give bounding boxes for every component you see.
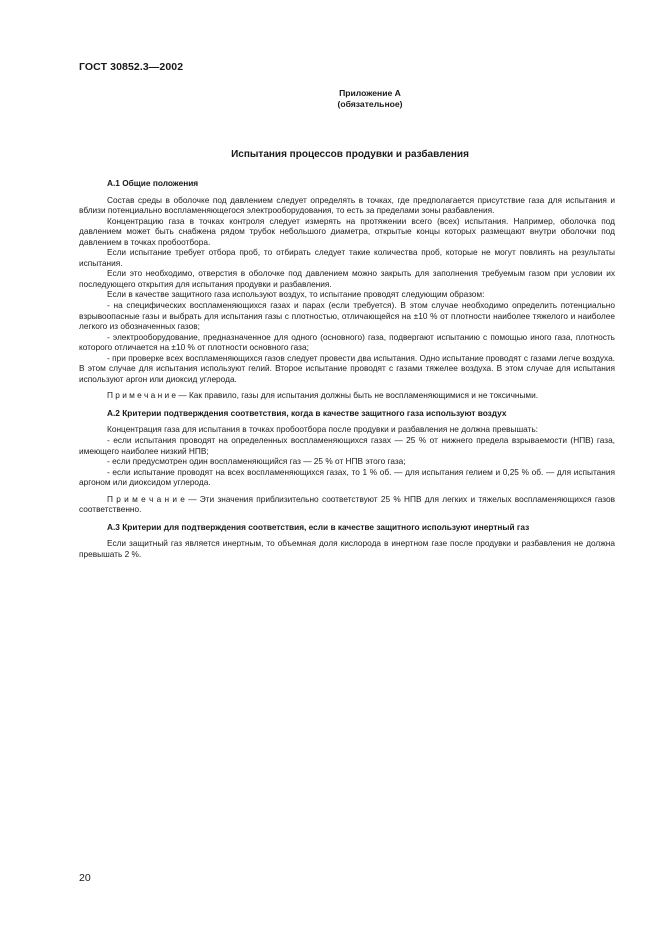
paragraph: Если защитный газ является инертным, то объемная доля кислорода в инертном газе после продувки и разбавления не должна превышать 2 %. <box>79 538 615 559</box>
annex-title: Приложение А <box>339 88 401 98</box>
paragraph: Концентрацию газа в точках контроля следует измерять на протяжении всего (всех) испытания. Например, оболочка под давлением может быть снабжена рядом трубок небольшого диаметра, открытые концы которых размещают внутри оболочки под давлением в точках пробоотбора. <box>79 215 615 247</box>
list-item: - электрооборудование, предназначенное для одного (основного) газа, подвергают испытанию с помощью иного газа, плотность которого отличается на ±10 % от плотности основного газа; <box>79 331 615 353</box>
page-number: 20 <box>79 872 91 884</box>
list-item: - если испытания проводят на определенных воспламеняющихся газах — 25 % от нижнего предела взрываемости (НПВ) газа, имеющего наиболее низкий НПВ; <box>79 435 615 456</box>
list-item: - при проверке всех воспламеняющихся газов следует провести два испытания. Одно испытание проводят с газами легче воздуха. В этом случае для испытания используют гелий. Второе испытание проводят с газами тяжелее воздуха. В этом случае для испытания используют аргон или диоксид углерода. <box>79 352 615 384</box>
note-label: П р и м е ч а н и е <box>107 390 177 401</box>
paragraph: Если в качестве защитного газа используют воздух, то испытание проводят следующим образом: <box>107 289 485 300</box>
note <box>79 494 615 515</box>
paragraph: Состав среды в оболочке под давлением следует определять в точках, где предполагается присутствие газа для испытания и вблизи потенциально воспламеняющегося электрооборудования, то есть за пределами зоны разбавления. <box>79 194 615 216</box>
paragraph: Если испытание требует отбора проб, то отбирать следует такие количества проб, которые не могут повлиять на результаты испытания. <box>79 247 615 268</box>
section-title: Испытания процессов продувки и разбавления <box>231 149 469 160</box>
note-text: — Эти значения приблизительно соответствуют 25 % НПВ для легких и тяжелых воспламеняющихся газов соответственно. <box>79 493 615 515</box>
annex-type: (обязательное) <box>337 98 403 109</box>
document-code: ГОСТ 30852.3—2002 <box>79 61 184 73</box>
paragraph: Концентрация газа для испытания в точках пробоотбора после продувки и разбавления не должна превышать: <box>107 424 538 435</box>
subsection-heading-a3: А.3 Критерии для подтверждения соответствия, если в качестве защитного используют инертный газ <box>107 521 530 532</box>
subsection-heading-a2: А.2 Критерии подтверждения соответствия, когда в качестве защитного газа используют воздух <box>107 407 507 418</box>
list-item: - если предусмотрен один воспламеняющийся газ — 25 % от НПВ этого газа; <box>107 456 406 467</box>
list-item: - если испытание проводят на всех воспламеняющихся газах, то 1 % об. — для испытания гелием и 0,25 % об. — для испытания аргоном или диоксидом углерода. <box>79 466 615 488</box>
note-label: П р и м е ч а н и е <box>107 493 185 504</box>
note <box>79 390 615 401</box>
note-text: — Как правило, газы для испытания должны быть не воспламеняющимися и не токсичными. <box>176 390 539 401</box>
list-item: - на специфических воспламеняющихся газах и парах (если требуется). В этом случае необходимо определить потенциально взрывоопасные газы и выбрать для испытания газы с плотностью, отличающейся на ±10 % от плотности наиболее тяжелого и наиболее легкого из обозначенных газов; <box>79 300 615 332</box>
document-body <box>79 178 615 560</box>
subsection-heading-a1: А.1 Общие положения <box>107 178 199 188</box>
paragraph: Если это необходимо, отверстия в оболочке под давлением можно закрыть для заполнения требуемым газом при условии их последующего открытия для испытания продувки и разбавления. <box>79 268 615 289</box>
